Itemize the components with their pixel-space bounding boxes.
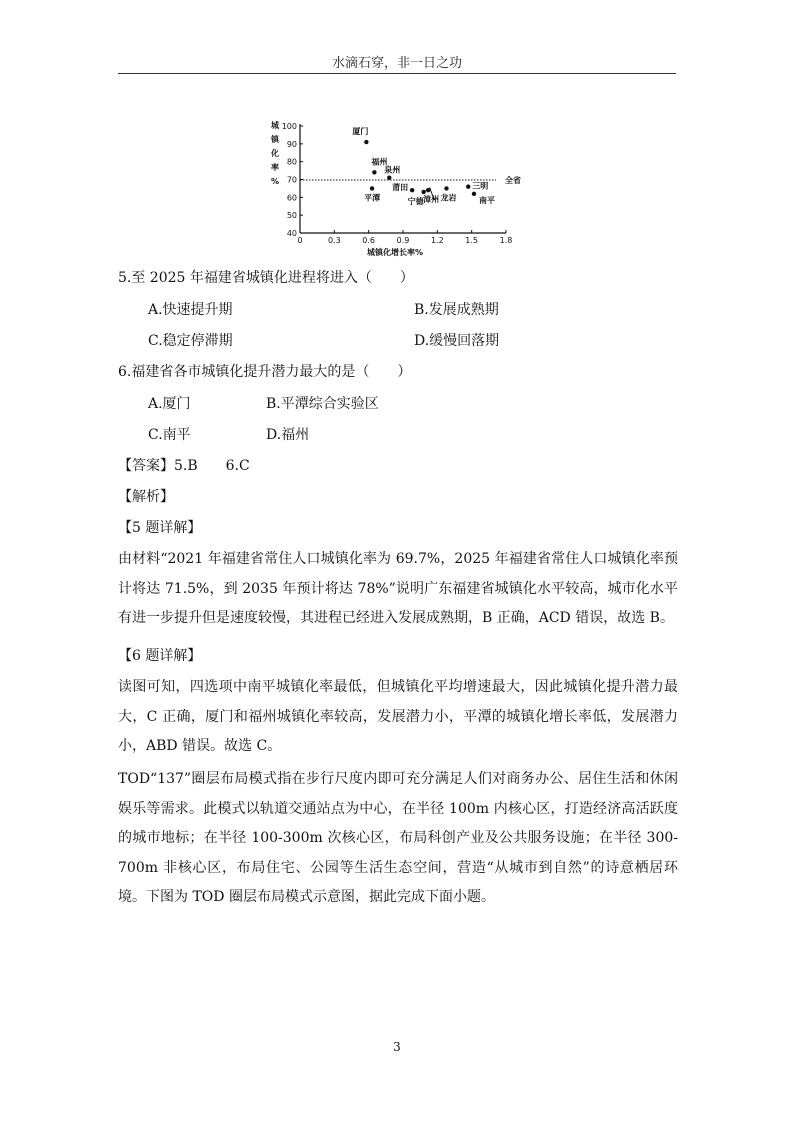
page-number: 3 xyxy=(393,1040,401,1054)
q6-option-c: C.南平 xyxy=(148,427,191,443)
province-reference-label: 全省 xyxy=(505,176,521,186)
x-tick-label: 0.3 xyxy=(327,236,341,245)
y-tick-label: 40 xyxy=(286,229,297,238)
y-tick-label: 80 xyxy=(286,157,297,167)
data-point-label: 福州 xyxy=(371,157,388,167)
analysis-label: 【解析】 xyxy=(118,489,174,505)
x-tick-label: 0.6 xyxy=(362,236,376,245)
data-point xyxy=(444,186,448,190)
x-tick-label: 1.8 xyxy=(499,236,513,245)
page-header: 水滴石穿，非一日之功 xyxy=(331,56,462,71)
x-axis-title: 城镇化增长率% xyxy=(366,248,424,257)
data-point xyxy=(421,190,425,194)
data-point-label: 泉州 xyxy=(384,165,401,175)
x-tick-label: 1.2 xyxy=(430,236,444,245)
y-tick-label: 50 xyxy=(286,211,297,221)
y-axis-title-char: 率 xyxy=(271,163,279,172)
data-point-label: 三明 xyxy=(472,181,489,191)
x-tick-label: 0.9 xyxy=(396,236,410,245)
data-point-label: 龙岩 xyxy=(440,193,457,203)
y-axis-title-char: % xyxy=(271,177,280,186)
detail-5-text: 由材料“2021 年福建省常住人口城镇化率为 69.7%，2025 年福建省常住人口城镇化率预计将达 71.5%，到 2035 年预计将达 78%”说明广东福建省城镇化水平较高，城市化水平有进一步提升但是速度较慢，其进程已经进入发展成熟期，B 正确，ACD 错误，故选 B。 xyxy=(118,551,678,626)
q5-stem: 5.至 2025 年福建省城镇化进程将进入（ ） xyxy=(118,270,414,286)
answer-q6: 6.C xyxy=(225,458,250,474)
urbanization-scatter-svg xyxy=(262,114,562,264)
data-point xyxy=(387,176,391,180)
q5-option-d: D.缓慢回落期 xyxy=(414,333,500,349)
q6-option-b: B.平潭综合实验区 xyxy=(266,396,379,412)
detail-5-label: 【5 题详解】 xyxy=(118,520,202,536)
data-point-label: 南平 xyxy=(478,195,495,205)
q6-option-d: D.福州 xyxy=(266,427,310,443)
answer-label: 【答案】 xyxy=(118,458,174,474)
answer-line xyxy=(118,456,250,476)
data-point-label: 莆田 xyxy=(392,183,409,193)
y-axis-title-char: 镇 xyxy=(271,135,279,144)
data-point-label: 宁德 xyxy=(407,196,424,206)
data-point xyxy=(410,188,414,192)
y-tick-label: 100 xyxy=(281,122,297,131)
y-tick-label: 90 xyxy=(286,139,297,149)
q6-stem: 6.福建省各市城镇化提升潜力最大的是（ ） xyxy=(118,364,412,380)
detail-6-label: 【6 题详解】 xyxy=(118,648,202,664)
q5-option-a: A.快速提升期 xyxy=(148,302,233,318)
y-axis-title-char: 城 xyxy=(271,121,279,130)
data-point xyxy=(472,192,476,196)
data-point xyxy=(370,186,374,190)
x-tick-label: 0 xyxy=(297,236,303,245)
y-tick-label: 70 xyxy=(286,175,297,185)
data-point-label: 平潭 xyxy=(364,193,381,203)
y-axis-title xyxy=(270,120,280,186)
q6-option-a: A.厦门 xyxy=(148,396,191,412)
tod-passage: TOD“137”圈层布局模式指在步行尺度内即可充分满足人们对商务办公、居住生活和休闲娱乐等需求。此模式以轨道交通站点为中心，在半径 100m 内核心区，打造经济高活跃度的城市地标；在半径 100-300m 次核心区，布局科创产业及公共服务设施；在半径 300-700m 非核心区，布局住宅、公园等生活生态空间，营造“从城市到自然”的诗意栖居环境。下图为 TOD 圈层布局模式示意图，据此完成下面小题。 xyxy=(118,771,678,905)
q5-option-b: B.发展成熟期 xyxy=(414,302,499,318)
detail-6-text: 读图可知，四选项中南平城镇化率最低，但城镇化平均增速最大，因此城镇化提升潜力最大，C 正确，厦门和福州城镇化率较高，发展潜力小，平潭的城镇化增长率低，发展潜力小，ABD 错误。故选 C。 xyxy=(118,679,678,754)
data-point-label: 厦门 xyxy=(352,127,369,137)
data-point xyxy=(364,140,368,144)
data-point xyxy=(466,184,470,188)
y-axis-title-char: 化 xyxy=(271,149,279,158)
data-point xyxy=(372,170,376,174)
data-point-label: 漳州 xyxy=(423,195,440,205)
header-rule xyxy=(118,73,676,74)
y-tick-label: 60 xyxy=(286,193,297,203)
answer-q5: 5.B xyxy=(174,458,198,474)
urbanization-chart xyxy=(262,114,562,264)
q5-option-c: C.稳定停滞期 xyxy=(148,333,233,349)
x-tick-label: 1.5 xyxy=(465,236,479,245)
